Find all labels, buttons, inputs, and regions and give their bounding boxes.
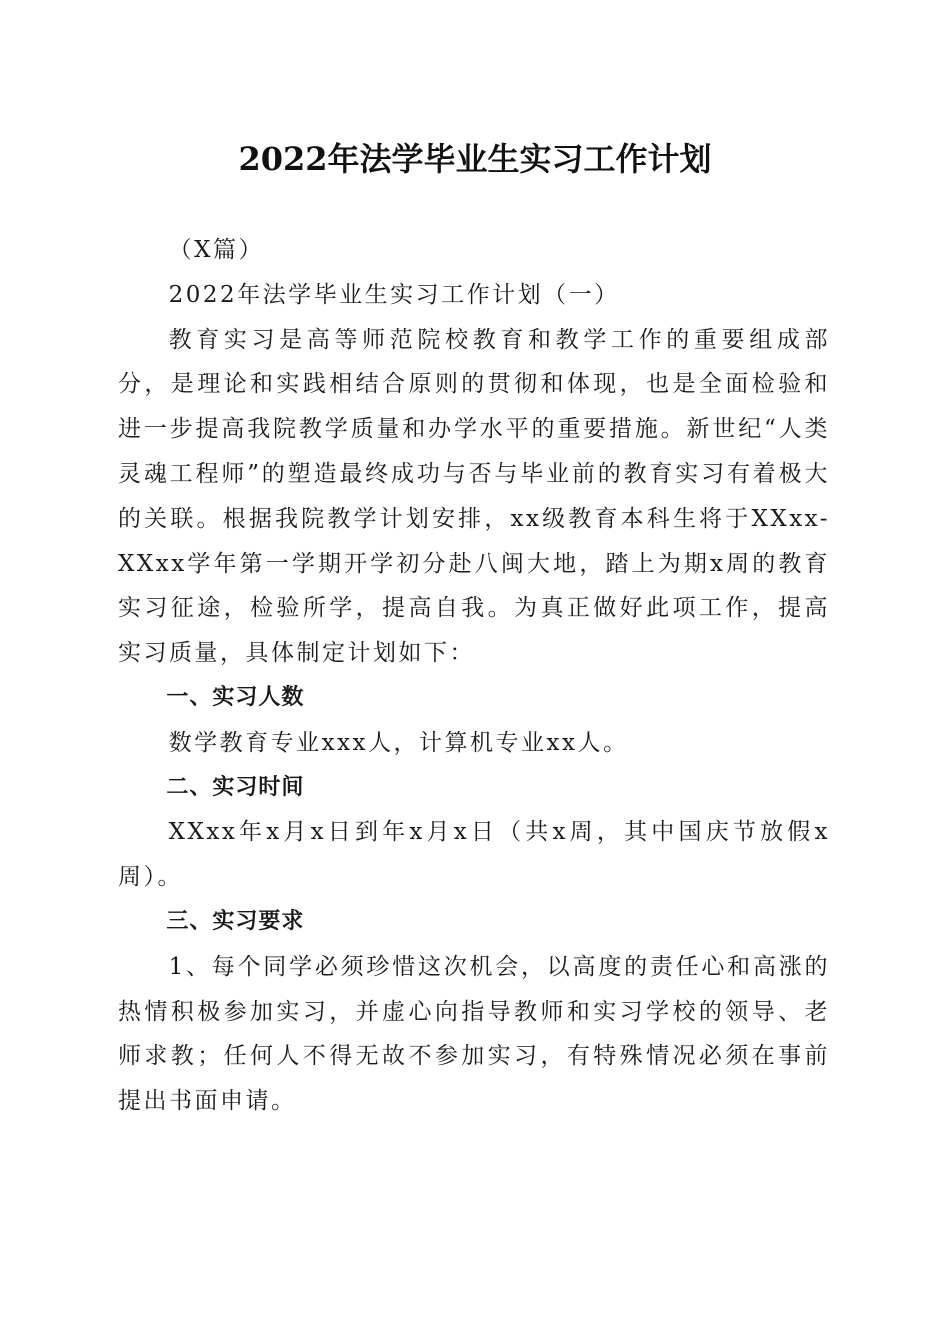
- intro-paragraph: 教育实习是高等师范院校教育和教学工作的重要组成部分，是理论和实践相结合原则的贯彻和体现，也是全面检验和进一步提高我院教学质量和办学水平的重要措施。新世纪“人类灵魂工程师”的塑造最终成功与否与毕业前的教育实习有着极大的关联。根据我院教学计划安排，xx级教育本科生将于XXxx-XXxx学年第一学期开学初分赴八闽大地，踏上为期x周的教育实习征途，检验所学，提高自我。为真正做好此项工作，提高实习质量，具体制定计划如下：: [118, 326, 830, 667]
- section-text-1: 数学教育专业xxx人，计算机专业xx人。: [168, 729, 629, 756]
- section-heading-1: 一、实习人数: [166, 684, 305, 710]
- section-title: 2022年法学毕业生实习工作计划（一）: [168, 281, 620, 308]
- subtitle-note: （X篇）: [168, 237, 264, 263]
- section-heading-2: 二、实习时间: [166, 774, 305, 800]
- section-heading-3: 三、实习要求: [166, 908, 305, 934]
- section-text-2: XXxx年x月x日到年x月x日（共x周，其中国庆节放假x周）。: [118, 819, 830, 891]
- section-text-3: 1、每个同学必须珍惜这次机会，以高度的责任心和高涨的热情积极参加实习，并虚心向指导教师和实习学校的领导、老师求教；任何人不得无故不参加实习，有特殊情况必须在事前提出书面申请。: [118, 953, 830, 1115]
- document-title: 2022年法学毕业生实习工作计划: [238, 140, 712, 178]
- document-body: [118, 228, 830, 1124]
